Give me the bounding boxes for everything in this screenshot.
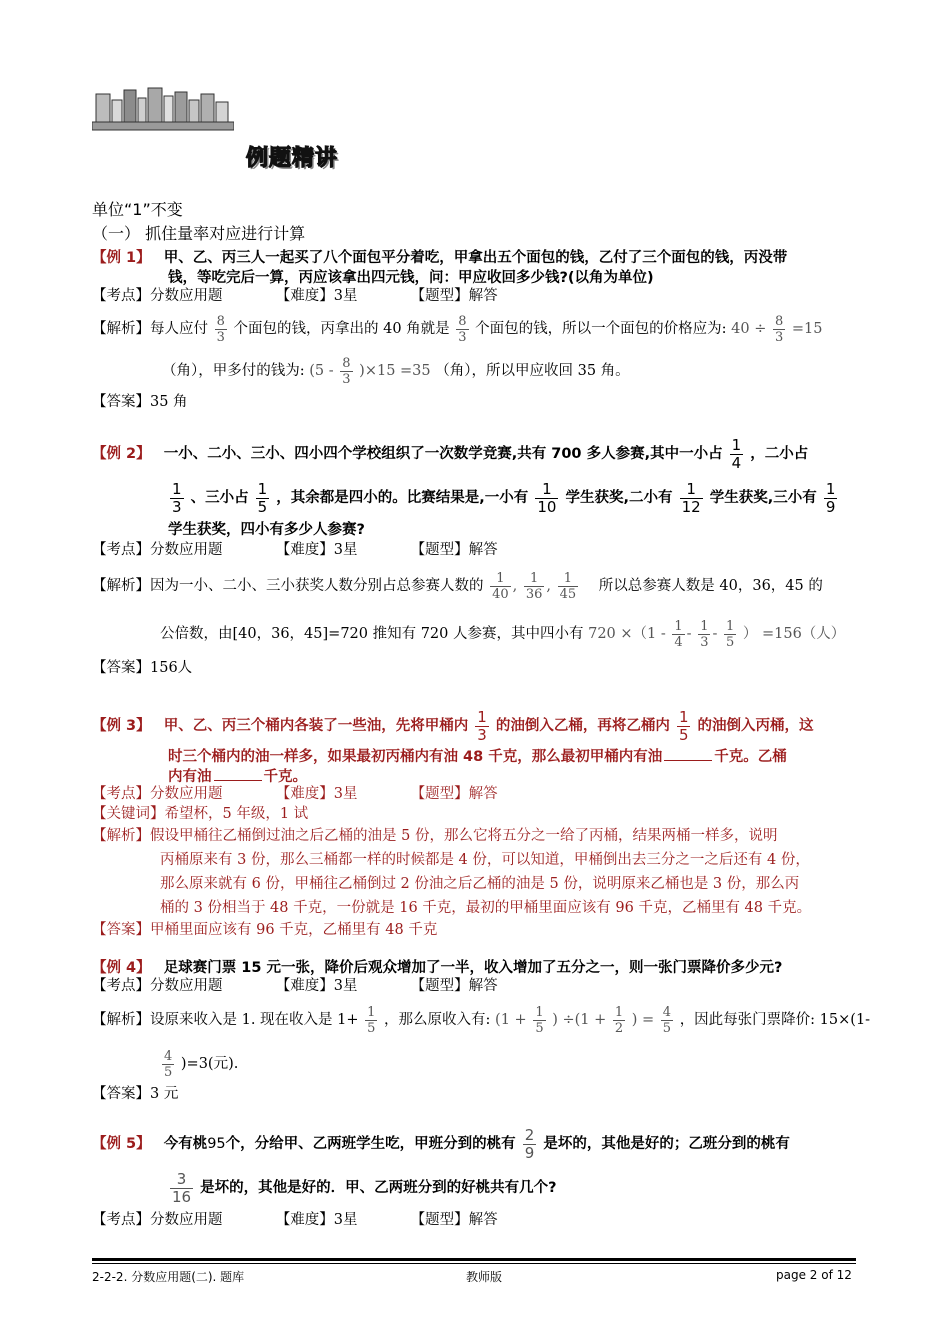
example-1-meta: 【考点】分数应用题 【难度】3星 【题型】解答 [92, 288, 498, 304]
subheading-unit-one: 单位“1”不变 [92, 200, 183, 219]
example-4-question: 【例 4】 足球赛门票 15 元一张，降价后观众增加了一半，收入增加了五分之一，则一张门票降价多少元? [92, 960, 783, 976]
example-2-question-line-3: 学生获奖，四小有多少人参赛? [168, 522, 365, 538]
example-3-question-line-3: 内有油 千克。 [168, 766, 307, 787]
example-1-tag: 【例 1】 [92, 250, 151, 266]
answer-blank[interactable] [664, 746, 712, 761]
fraction-8-3: $\frac{8}{3}$ [216, 313, 225, 345]
example-3-tag: 【例 3】 [92, 718, 151, 734]
footer-rule [92, 1258, 856, 1261]
example-2-question-line-2: $\frac{1}{3}$ 、三小占 $\frac{1}{5}$ ，其余都是四小的。比赛结果是,一小有 $\frac{1}{10}$ 学生获奖,二小有 $\frac{1}{12}$ 学生获奖,三小有 $\frac{1}{9}$ [172, 479, 836, 516]
example-3-analysis-line-1: 【解析】假设甲桶往乙桶倒过油之后乙桶的油是 5 份，那么它将五分之一给了丙桶，结果两桶一样多，说明 [92, 828, 778, 844]
fraction-8-3: $\frac{8}{3}$ [342, 355, 351, 387]
example-3-question-line-1: 【例 3】 甲、乙、丙三个桶内各装了一些油，先将甲桶内 $\frac{1}{3}$ 的油倒入乙桶，再将乙桶内 $\frac{1}{5}$ 的油倒入丙桶，这 [92, 707, 814, 744]
example-2-answer: 【答案】156人 [92, 660, 193, 676]
example-4-tag: 【例 4】 [92, 960, 151, 976]
example-1-question-line-1: 【例 1】 甲、乙、丙三人一起买了八个面包平分着吃，甲拿出五个面包的钱，乙付了三个面包的钱，丙没带 [92, 250, 788, 266]
example-3-meta: 【考点】分数应用题 【难度】3星 【题型】解答 [92, 786, 498, 802]
example-1-analysis-line-1: 【解析】每人应付 $\frac{8}{3}$ 个面包的钱，丙拿出的 40 角就是 $\frac{8}{3}$ 个面包的钱，所以一个面包的价格应为: 40 ÷ $\frac{8}{3}$ =15 [92, 313, 823, 345]
example-1-answer: 【答案】35 角 [92, 394, 188, 410]
footer-rule-thin [92, 1263, 856, 1264]
example-2-meta: 【考点】分数应用题 【难度】3星 【题型】解答 [92, 542, 498, 558]
example-1-analysis-line-2: （角），甲多付的钱为: (5 - $\frac{8}{3}$ )×15 =35 （角），所以甲应收回 35 角。 [162, 355, 630, 387]
example-2-analysis-line-2: 公倍数，由[40，36，45]=720 推知有 720 人参赛，其中四小有 720 ×（1 - $\frac{1}{4}$ - $\frac{1}{3}$ - $\frac{1}{5}$ ） =156（人） [160, 618, 846, 650]
example-4-analysis-line-1: 【解析】设原来收入是 1. 现在收入是 1+ $\frac{1}{5}$ ，那么原收入有: (1 + $\frac{1}{5}$ ) ÷(1 + $\frac{1}{2}$ ) = $\frac{4}{5}$ ，因此每张门票降价: 15×(1- [92, 1004, 871, 1036]
example-3-analysis-line-4: 桶的 3 份相当于 48 千克，一份就是 16 千克，最初的甲桶里面应该有 96 千克，乙桶里有 48 千克。 [160, 900, 812, 916]
example-3-question-line-2: 时三个桶内的油一样多，如果最初丙桶内有油 48 千克，那么最初甲桶内有油 千克。乙桶 [168, 746, 787, 767]
example-3-answer: 【答案】甲桶里面应该有 96 千克，乙桶里有 48 千克 [92, 922, 438, 938]
books-logo [92, 86, 234, 132]
example-5-question-line-1: 【例 5】 今有桃95个，分给甲、乙两班学生吃，甲班分到的桃有 $\frac{2}{9}$ 是坏的，其他是好的；乙班分到的桃有 [92, 1125, 790, 1162]
example-4-answer: 【答案】3 元 [92, 1086, 179, 1102]
footer-center: 教师版 [466, 1270, 503, 1284]
subheading-section-one: （一） 抓住量率对应进行计算 [92, 224, 306, 243]
answer-blank[interactable] [214, 766, 262, 781]
example-5-tag: 【例 5】 [92, 1136, 151, 1152]
fraction-8-3: $\frac{8}{3}$ [458, 313, 467, 345]
example-2-question-line-1: 【例 2】 一小、二小、三小、四小四个学校组织了一次数学竞赛,共有 700 多人参赛,其中一小占 $\frac{1}{4}$ ，二小占 [92, 435, 809, 472]
example-2-analysis-line-1: 【解析】因为一小、二小、三小获奖人数分别占总参赛人数的 $\frac{1}{40}$ , $\frac{1}{36}$ , $\frac{1}{45}$ 所以总参赛人数是 40，36，45 的 [92, 570, 823, 602]
footer-page-number: page 2 of 12 [776, 1268, 852, 1282]
example-4-analysis-line-2: $\frac{4}{5}$ )=3(元). [164, 1048, 239, 1080]
example-5-meta: 【考点】分数应用题 【难度】3星 【题型】解答 [92, 1212, 498, 1228]
example-1-question-line-2: 钱，等吃完后一算，丙应该拿出四元钱，问：甲应收回多少钱?(以角为单位) [168, 270, 654, 286]
example-5-question-line-2: $\frac{3}{16}$ 是坏的，其他是好的．甲、乙两班分到的好桃共有几个? [172, 1169, 557, 1206]
section-title: 例题精讲 [246, 146, 339, 171]
fraction-8-3: $\frac{8}{3}$ [775, 313, 784, 345]
example-2-tag: 【例 2】 [92, 446, 151, 462]
footer-left: 2-2-2. 分数应用题(二). 题库 [92, 1270, 245, 1284]
example-3-keywords: 【关键词】希望杯，5 年级，1 试 [92, 806, 309, 822]
example-3-analysis-line-3: 那么原来就有 6 份，甲桶往乙桶倒过 2 份油之后乙桶的油是 5 份，说明原来乙桶也是 3 份，那么丙 [160, 876, 800, 892]
example-4-meta: 【考点】分数应用题 【难度】3星 【题型】解答 [92, 978, 498, 994]
example-3-analysis-line-2: 丙桶原来有 3 份，那么三桶都一样的时候都是 4 份，可以知道，甲桶倒出去三分之一之后还有 4 份， [160, 852, 810, 868]
